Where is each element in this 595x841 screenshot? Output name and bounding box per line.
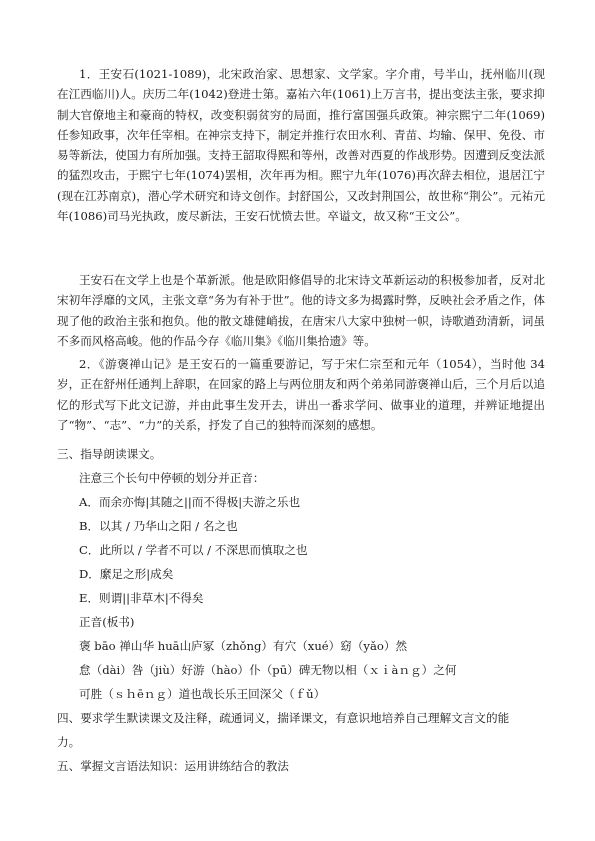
pronunciation-title: 正音(板书) <box>79 615 135 629</box>
pronunciation-line-1: 褒 bāo 禅山华 huā山庐冢（zhǒng）有穴（xué）窈（yǎo）然 <box>79 639 408 653</box>
section-4-heading: 四、要求学生默读课文及注释，疏通词义，揣译课文，有意识地培养自己理解文言文的能 <box>57 711 510 725</box>
section-4-heading-cont: 力。 <box>57 735 81 749</box>
paragraph-author-bio: 1．王安石(1021-1089)，北宋政治家、思想家、文学家。字介甫，号半山，抚州临川(现在江西临川)人。庆历二年(1042)登进士第。嘉祐六年(1061)上万言书，提出变法主张，要求抑制大官僚地主和豪商的特权，改变积弱贫穷的局面，推行富国强兵政策。神宗熙宁二年(1069)任参知政事，次年任宰相。在神宗支持下，制定并推行农田水利、青苗、均输、保甲、免役、市易等新法，使国力有所加强。支持王韶取得熙和等州，改善对西夏的作战形势。因遭到反变法派的猛烈攻击，于熙宁七年(1074)罢相，次年再为相。熙宁九年(1076)再次辞去相位，退居江宁(现在江苏南京)，潜心学术研究和诗文创作。封舒国公，又改封荆国公，故世称“荆公”。元祐元年(1086)司马光执政，废尽新法，王安石忧愤去世。卒谥文，故又称“王文公”。 <box>57 67 545 224</box>
paragraph-essay-background: 2．《游褒禅山记》是王安石的一篇重要游记，写于宋仁宗至和元年（1054），当时他 34岁，正在舒州任通判上辞职，在回家的路上与两位朋友和两个弟弟同游褒禅山后，三个月后以追忆的形式写下此文记游，并由此事生发开去，讲出一番求学问、做事业的道理，并辨证地提出了“物”、“志”、“力”的关系，抒发了自己的独特而深刻的感想。 <box>57 357 545 432</box>
reading-item-b: B．以其 / 乃华山之阳 / 名之也 <box>79 519 238 533</box>
section-5-heading: 五、掌握文言语法知识：运用讲练结合的教法 <box>57 759 289 773</box>
reading-item-a: A．而余亦悔|其随之||而不得极|夫游之乐也 <box>79 495 301 509</box>
section-3-intro: 注意三个长句中停顿的划分并正音： <box>79 471 265 485</box>
section-3-heading: 三、指导朗读课文。 <box>57 447 162 461</box>
reading-item-e: E．则谓||非草木|不得矣 <box>79 591 204 605</box>
pronunciation-line-3: 可胜（ｓｈēｎｇ）道也哉长乐王回深父（ｆǔ） <box>79 687 326 701</box>
paragraph-literary-style: 王安石在文学上也是个革新派。他是欧阳修倡导的北宋诗文革新运动的积极参加者，反对北宋初年浮靡的文风，主张文章“务为有补于世”。他的诗文多为揭露时弊，反映社会矛盾之作，体现了他的政治主张和抱负。他的散文雄健峭拔，在唐宋八大家中独树一帜，诗歌遒劲清新，词虽不多而风格高峻。他的作品今存《临川集》《临川集拾遗》等。 <box>57 273 545 348</box>
pronunciation-line-2: 怠（dài）咎（jiù）好游（hào）仆（pū）碑无物以相（ｘｉàｎｇ）之何 <box>79 663 457 677</box>
reading-item-d: D．縻足之形|成矣 <box>79 567 174 581</box>
reading-item-c: C．此所以 / 学者不可以 / 不深思而慎取之也 <box>79 543 308 557</box>
